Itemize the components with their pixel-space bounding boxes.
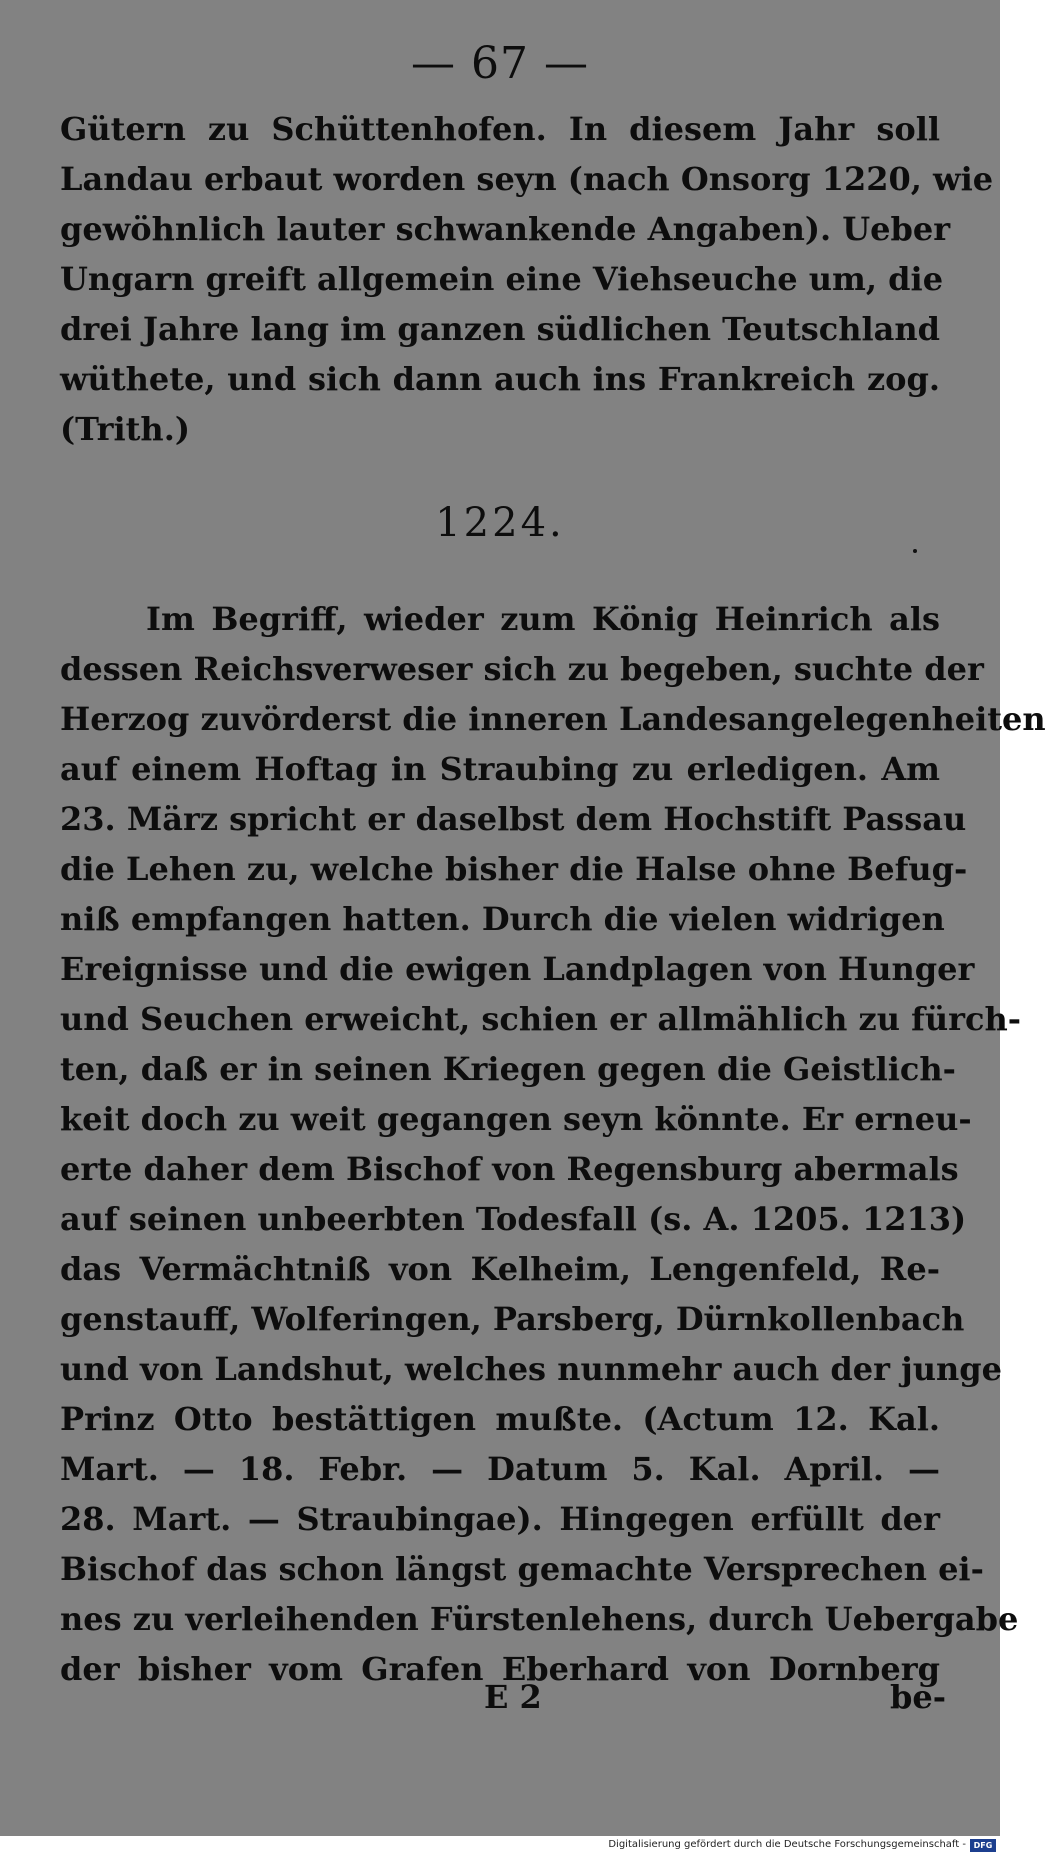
text-line: und Seuchen erweicht, schien er allmählich zu fürch- xyxy=(60,1000,1022,1038)
footer-credit: Digitalisierung gefördert durch die Deutsche Forschungsgemeinschaft - xyxy=(608,1839,966,1850)
text-line: Herzog zuvörderst die inneren Landesangelegenheiten xyxy=(60,700,1046,738)
page-number: — 67 — xyxy=(411,38,589,89)
text-line: erte daher dem Bischof von Regensburg abermals xyxy=(60,1150,959,1188)
text-line: drei Jahre lang im ganzen südlichen Teutschland xyxy=(60,310,940,348)
text-line: Bischof das schon längst gemachte Versprechen ei- xyxy=(60,1550,984,1588)
text-line: ten, daß er in seinen Kriegen gegen die Geistlich- xyxy=(60,1050,956,1088)
text-line: auf seinen unbeerbten Todesfall (s. A. 1205. 1213) xyxy=(60,1200,967,1238)
text-line: der bisher vom Grafen Eberhard von Dornberg xyxy=(60,1650,940,1688)
text-line: Im Begriff, wieder zum König Heinrich als xyxy=(146,600,940,638)
year-heading: 1224. xyxy=(435,500,565,546)
footer-bar xyxy=(0,1836,1000,1856)
text-line: gewöhnlich lauter schwankende Angaben). Ueber xyxy=(60,210,951,248)
text-line: Ungarn greift allgemein eine Viehseuche um, die xyxy=(60,260,944,298)
text-line: das Vermächtniß von Kelheim, Lengenfeld, Re- xyxy=(60,1250,940,1288)
text-line: nes zu verleihenden Fürstenlehens, durch Uebergabe xyxy=(60,1600,1019,1638)
text-line: Ereignisse und die ewigen Landplagen von Hunger xyxy=(60,950,975,988)
top-paragraph xyxy=(60,104,994,454)
text-line: keit doch zu weit gegangen seyn könnte. Er erneu- xyxy=(60,1100,972,1138)
signature-mark: E 2 xyxy=(484,1678,542,1716)
text-line: Gütern zu Schüttenhofen. In diesem Jahr soll xyxy=(60,110,940,148)
catchword: be- xyxy=(890,1678,947,1716)
text-line: dessen Reichsverweser sich zu begeben, suchte der xyxy=(60,650,984,688)
body-paragraph xyxy=(60,594,1046,1694)
text-line: und von Landshut, welches nunmehr auch der junge xyxy=(60,1350,1002,1388)
dfg-logo: DFG xyxy=(970,1839,996,1852)
text-line: auf einem Hoftag in Straubing zu erledigen. Am xyxy=(60,750,940,788)
scan-speck xyxy=(913,549,917,553)
text-line: genstauff, Wolferingen, Parsberg, Dürnkollenbach xyxy=(60,1300,965,1338)
text-line: 28. Mart. — Straubingae). Hingegen erfüllt der xyxy=(60,1500,940,1538)
text-line: (Trith.) xyxy=(60,410,190,448)
text-line: Prinz Otto bestättigen mußte. (Actum 12. Kal. xyxy=(60,1400,940,1438)
text-line: wüthete, und sich dann auch ins Frankreich zog. xyxy=(60,360,940,398)
text-line: die Lehen zu, welche bisher die Halse ohne Befug- xyxy=(60,850,968,888)
text-line: niß empfangen hatten. Durch die vielen widrigen xyxy=(60,900,945,938)
text-line: Landau erbaut worden seyn (nach Onsorg 1220, wie xyxy=(60,160,994,198)
text-line: 23. März spricht er daselbst dem Hochstift Passau xyxy=(60,800,967,838)
text-line: Mart. — 18. Febr. — Datum 5. Kal. April. — xyxy=(60,1450,940,1488)
